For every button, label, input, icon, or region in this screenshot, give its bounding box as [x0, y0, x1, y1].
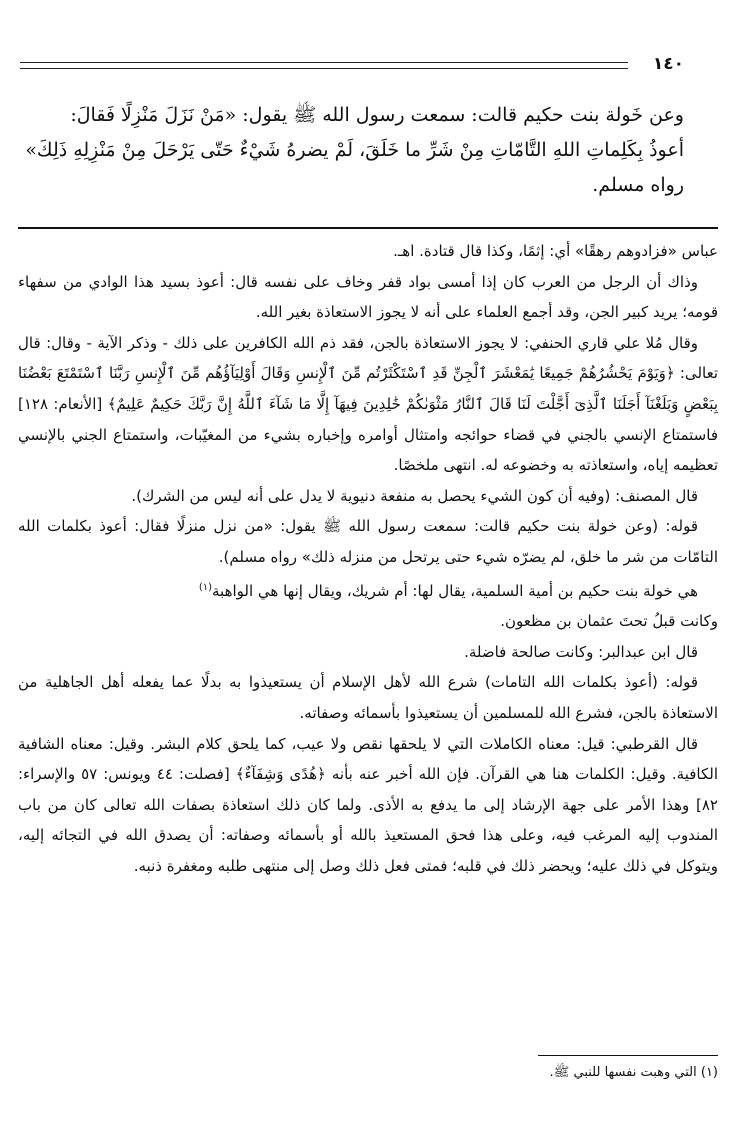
hadith-line: وعن خَولة بنت حكيم قالت: سمعت رسول الله ﷺ يقول: «مَنْ نَزَلَ مَنْزِلًا فَقالَ:: [70, 104, 684, 126]
footnote: (١) التي وهبت نفسها للنبي ﷺ.: [549, 1065, 718, 1080]
commentary-paragraph: قوله: (وعن خولة بنت حكيم قالت: سمعت رسول الله ﷺ يقول: «من نزل منزلًا فقال: أعوذ بكلمات الله التامّات من شر ما خلق، لم يضرّه شيء حتى يرتحل من منزله ذلك» رواه مسلم).: [18, 517, 718, 566]
hadith-text: [18, 98, 684, 203]
hadith-line: رواه مسلم.: [592, 174, 684, 196]
page-number: ١٤٠: [652, 54, 684, 74]
commentary-paragraph: [18, 573, 718, 607]
header-rule-bottom: [20, 68, 628, 69]
commentary-paragraph: قال ابن عبدالبر: وكانت صالحة فاضلة.: [464, 642, 698, 661]
commentary-paragraph: وذاك أن الرجل من العرب كان إذا أمسى بواد قفر وخاف على نفسه قال: أعوذ بسيد هذا الوادي من سفهاء قومه؛ يريد كبير الجن، وقد أجمع العلماء على أنه لا يجوز الاستعاذة بغير الله.: [18, 272, 718, 322]
commentary-paragraph: وكانت قبلُ تحتَ عثمان بن مظعون.: [500, 612, 718, 631]
footnote-rule: [538, 1055, 718, 1056]
commentary-paragraph: عباس «فزادوهم رهقًا» أي: إثمًا، وكذا قال قتادة. اهـ.: [393, 242, 718, 260]
footnote-marker: (١): [198, 581, 213, 593]
commentary-paragraph: قال المصنف: (وفيه أن كون الشيء يحصل به منفعة دنيوية لا يدل على أنه ليس من الشرك).: [131, 486, 698, 505]
commentary-paragraph: قال القرطبي: قيل: معناه الكاملات التي لا يلحقها نقص ولا عيب، كما يلحق كلام البشر. وقيل: معناه الشافية الكافية. وقيل: الكلمات هنا هي القرآن. فإن الله أخبر عنه بأنه ﴿هُدًى وَشِفَآءٌ﴾ [فصلت: ٤٤ ويونس: ٥٧ والإسراء: ٨٢] وهذا الأمر على جهة الإرشاد إلى ما يدفع به الأذى. ولما كان ذلك استعاذة بصفات الله تعالى كان من باب المندوب إليه المرغب فيه، وعلى هذا فحق المستعيذ بالله أو بأسمائه وصفاته: أن يصدق الله في التجائه إليه، ويتوكل في ذلك عليه؛ ويحضر ذلك في قلبه؛ فمتى فعل ذلك وصل إلى منتهى طلبه ومغفرة ذنبه.: [18, 734, 718, 875]
section-separator: [18, 227, 718, 229]
commentary-paragraph: وقال مُلا علي قاري الحنفي: لا يجوز الاستعاذة بالجن، فقد ذم الله الكافرين على ذلك - وذكر الآية - وقال: قال تعالى: ﴿وَيَوْمَ يَحْشُرُهُمْ جَمِيعًا يَٰمَعْشَرَ ٱلْجِنِّ قَدِ ٱسْتَكْثَرْتُم مِّنَ ٱلْإِنسِ وَقَالَ أَوْلِيَآؤُهُم مِّنَ ٱلْإِنسِ رَبَّنَا ٱسْتَمْتَعَ بَعْضُنَا بِبَعْضٍ وَبَلَغْنَآ أَجَلَنَا ٱلَّذِىٓ أَجَّلْتَ لَنَا قَالَ ٱلنَّارُ مَثْوَىٰكُمْ خَٰلِدِينَ فِيهَآ إِلَّا مَا شَآءَ ٱللَّهُ إِنَّ رَبَّكَ حَكِيمٌ عَلِيمٌ﴾ [الأنعام: ١٢٨] فاستمتاع الإنسي بالجني في قضاء حوائجه وامتثال أوامره وإخباره بشيء من المغيّبات، واستمتاع الجني بالإنسي تعظيمه إياه، واستعاذته به وخضوعه له. انتهى ملخصًا.: [18, 333, 718, 475]
hadith-line: أعوذُ بِكَلِماتِ اللهِ التَّامّاتِ مِنْ شَرِّ ما خَلَقَ، لَمْ يضرهُ شَيْءٌ حَتّى يَرْحَلَ مِنْ مَنْزِلِهِ ذَلِكَ»: [25, 139, 684, 161]
commentary-paragraph: قوله: (أعوذ بكلمات الله التامات) شرع الله لأهل الإسلام أن يستعيذوا به بدلًا عما يفعله أهل الجاهلية من الاستعاذة بالجن، فشرع الله للمسلمين أن يستعيذوا بأسمائه وصفاته.: [18, 673, 718, 722]
commentary-body: [18, 236, 718, 881]
header-rule-top: [20, 62, 628, 63]
commentary-text: هي خولة بنت حكيم بن أمية السلمية، يقال لها: أم شريك، ويقال إنها هي الواهبة: [212, 581, 698, 600]
